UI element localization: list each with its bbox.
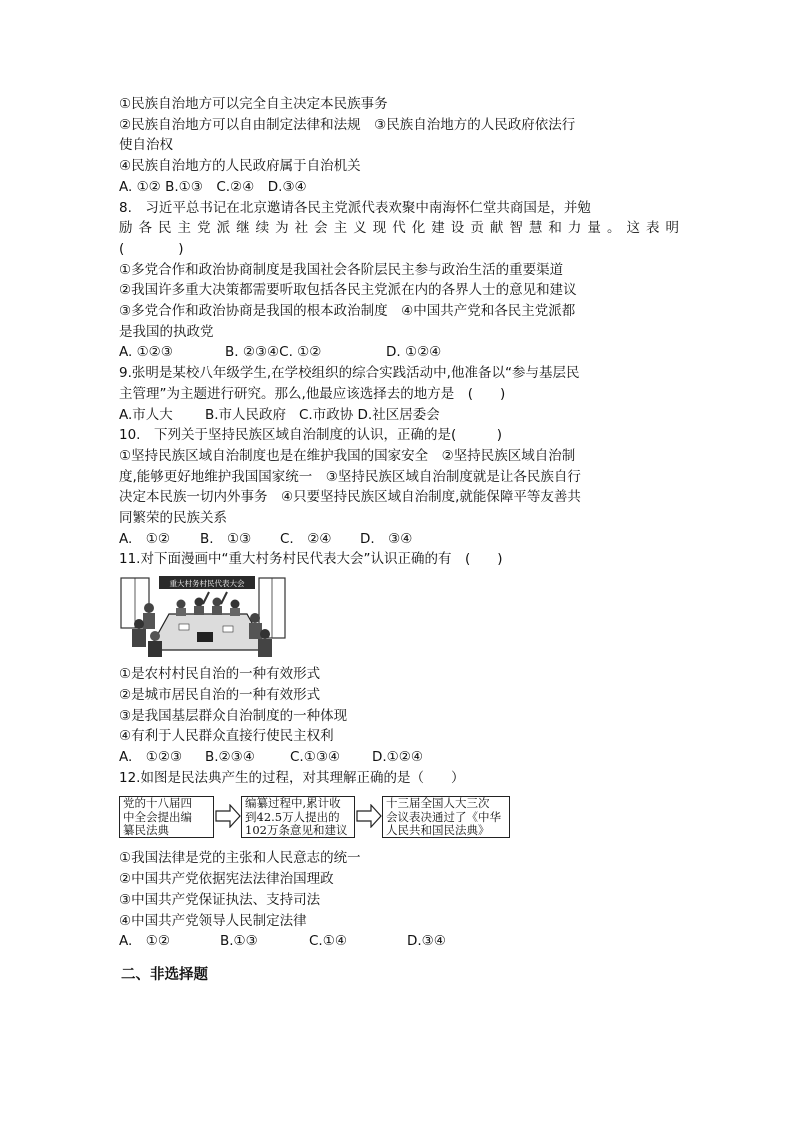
q12-stem: 12.如图是民法典产生的过程，对其理解正确的是（ ） [119,769,465,786]
q8-statement-1: ①多党合作和政治协商制度是我国社会各阶层民主参与政治生活的重要渠道 [119,261,564,278]
flow-step-3 [382,796,510,838]
q12-choice-d: D.③④ [407,933,446,950]
q7-statement-3-cont: 使自治权 [119,137,173,154]
q7-statement-2-3: ②民族自治地方可以自由制定法律和法规 ③民族自治地方的人民政府依法行 [119,116,576,133]
q10-choice-a: A. ①② [119,530,170,547]
cartoon-illustration [119,574,287,660]
civil-code-process-diagram [119,794,511,844]
q11-choice-c: C.①③④ [290,748,341,765]
flow-step-1-line-1: 党的十八届四 [123,796,192,811]
q11-choice-b: B.②③④ [205,748,255,765]
q8-statement-3-4: ③多党合作和政治协商是我国的根本政治制度 ④中国共产党和各民主党派都 [119,303,576,320]
q9-stem-line-2: 主管理”为主题进行研究。那么,他最应该选择去的地方是 ( ) [119,385,506,402]
q8-stem-line-1: 8. 习近平总书记在北京邀请各民主党派代表欢聚中南海怀仁堂共商国是，并勉 [119,199,591,216]
q10-line-1: ①坚持民族区域自治制度也是在维护我国的国家安全 ②坚持民族区域自治制 [119,447,576,464]
q11-statement-3: ③是我国基层群众自治制度的一种体现 [119,707,348,724]
section-heading-non-choice: 二、非选择题 [121,966,208,983]
cartoon-banner-text: 重大村务村民代表大会 [169,579,245,589]
q7-statement-4: ④民族自治地方的人民政府属于自治机关 [119,158,361,175]
q11-stem: 11.对下面漫画中“重大村务村民代表大会”认识正确的有 ( ) [119,551,503,568]
q10-line-4: 同繁荣的民族关系 [119,510,227,527]
flow-step-2-line-3: 102万条意见和建议 [245,823,348,838]
flow-step-1 [119,796,214,838]
q9-choice-c-d: C.市政协 D.社区居委会 [299,406,440,423]
flow-step-3-line-2: 会议表决通过了《中华 [386,809,501,824]
village-meeting-cartoon [119,574,287,660]
exam-page [119,94,679,986]
flow-step-2 [241,796,355,838]
q12-statement-4: ④中国共产党领导人民制定法律 [119,912,307,929]
q11-statement-1: ①是农村村民自治的一种有效形式 [119,666,321,683]
q12-choices [119,931,679,952]
q10-choice-c: C. ②④ [280,530,332,547]
q10-choice-d: D. ③④ [360,530,413,547]
q12-statement-2: ②中国共产党依据宪法法律治国理政 [119,871,334,888]
q10-choice-b: B. ①③ [200,530,252,547]
q8-statement-2: ②我国许多重大决策都需要听取包括各民主党派在内的各界人士的意见和建议 [119,282,577,299]
q11-choice-a: A. ①②③ [119,748,183,765]
q12-choice-c: C.①④ [309,933,347,950]
flow-step-2-line-1: 编纂过程中,累计收 [245,796,341,811]
q10-line-3: 决定本民族一切内外事务 ④只要坚持民族区域自治制度,就能保障平等友善共 [119,489,581,506]
q7-statement-1: ①民族自治地方可以完全自主决定本民族事务 [119,96,388,112]
q7-choices: A. ①② B.①③ C.②④ D.③④ [119,178,307,195]
flow-step-1-line-2: 中全会提出编 [123,809,192,824]
q11-choices [119,747,679,768]
q12-choice-b: B.①③ [220,933,258,950]
q8-choice-b-c: B. ②③④C. ①② [225,344,322,361]
flow-step-2-line-2: 到42.5万人提出的 [245,809,340,824]
q9-choice-a: A.市人大 [119,406,173,423]
flow-step-3-line-3: 人民共和国民法典》 [386,823,490,838]
q12-statement-3: ③中国共产党保证执法、支持司法 [119,891,321,908]
q10-stem: 10. 下列关于坚持民族区域自治制度的认识，正确的是( ) [119,427,503,444]
q8-stem-line-2: 励各民主党派继续为社会主义现代化建设贡献智慧和力量。这表明 [119,220,679,237]
q11-statement-2: ②是城市居民自治的一种有效形式 [119,686,321,703]
q8-choice-d: D. ①②④ [386,344,442,361]
q12-choice-a: A. ①② [119,933,170,950]
q11-statement-4: ④有利于人民群众直接行使民主权利 [119,728,334,745]
q8-choices [119,342,679,363]
q9-stem-line-1: 9.张明是某校八年级学生,在学校组织的综合实践活动中,他准备以“参与基层民 [119,365,580,382]
q10-choices [119,529,679,550]
q12-statement-1: ①我国法律是党的主张和人民意志的统一 [119,850,361,867]
q10-line-2: 度,能够更好地维护我国国家统一 ③坚持民族区域自治制度就是让各民族自行 [119,468,581,485]
flow-arrow-2-icon [356,804,382,828]
q11-choice-d: D.①②④ [372,748,423,765]
q8-answer-paren: ( ) [119,240,184,257]
q9-choice-b: B.市人民政府 [205,406,287,423]
q8-choice-a: A. ①②③ [119,344,173,361]
flow-arrow-1-icon [215,804,241,828]
flow-step-3-line-1: 十三届全国人大三次 [386,796,490,811]
q8-statement-4-cont: 是我国的执政党 [119,323,214,340]
flow-step-1-line-3: 纂民法典 [123,823,169,838]
q9-choices [119,405,679,426]
